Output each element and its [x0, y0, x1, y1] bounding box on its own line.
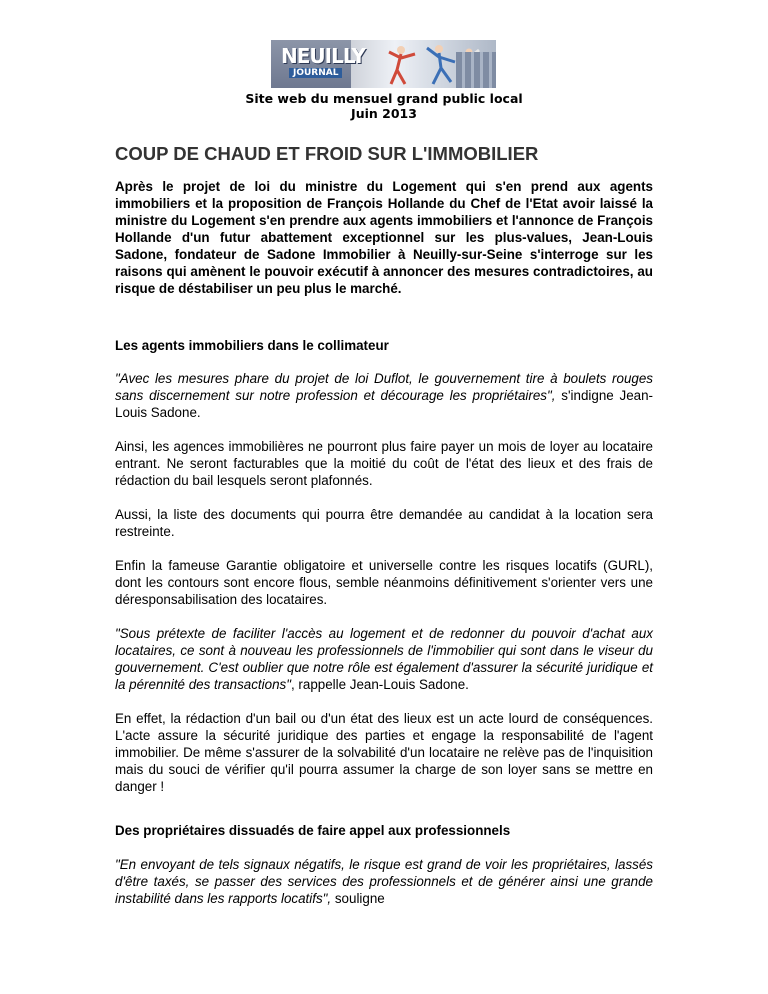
quote: "Avec les mesures phare du projet de loi Duflot, le gouvernement tire à boulets rouges sans discernement sur notre profession et décourage les propriétaires", [115, 371, 653, 403]
paragraph-4: Enfin la fameuse Garantie obligatoire et universelle contre les risques locatifs (GURL), dont les contours sont encore flous, semble néanmoins définitivement s'orienter vers une déresponsabilisation des locataires. [115, 558, 653, 607]
logo-wordmark: NEUILLY [281, 44, 365, 68]
neuilly-journal-logo [271, 40, 496, 88]
paragraph-2: Ainsi, les agences immobilières ne pourront plus faire payer un mois de loyer au locataire entrant. Ne seront facturables que la moitié du coût de l'état des lieux et des frais de rédaction du bail lesquels seront plafonnés. [115, 439, 653, 488]
paragraph-6: En effet, la rédaction d'un bail ou d'un état des lieux est un acte lourd de conséquences. L'acte assure la sécurité juridique des parties et engage la responsabilité de l'agent immobilier. De même s'assurer de la solvabilité d'un locataire ne relève pas de l'inquisition mais du souci de vérifier qu'il pourra assumer la charge de son loyer sans se mettre en danger ! [115, 711, 653, 794]
logo-buildings [456, 52, 496, 88]
quote: "En envoyant de tels signaux négatifs, le risque est grand de voir les propriétaires, lassés d'être taxés, se passer des services des professionnels et de générer ainsi une grande instabilité dans les rapports locatifs", [115, 857, 653, 906]
quote-attribution: , rappelle Jean-Louis Sadone. [290, 677, 469, 692]
section-heading-owners: Des propriétaires dissuadés de faire appel aux professionnels [115, 823, 511, 838]
paragraph-3: Aussi, la liste des documents qui pourra être demandée au candidat à la location sera restreinte. [115, 507, 653, 539]
logo-subtitle: JOURNAL [289, 68, 342, 78]
quote-attribution: souligne [331, 891, 385, 906]
paragraph-7 [115, 856, 653, 907]
article-title: COUP DE CHAUD ET FROID SUR L'IMMOBILIER [115, 143, 539, 164]
article-lead: Après le projet de loi du ministre du Logement qui s'en prend aux agents immobiliers et la proposition de François Hollande du Chef de l'Etat avoir laissé la ministre du Logement s'en prendre aux agents immobiliers et l'annonce de François Hollande d'un futur abattement exceptionnel sur les plus-values, Jean-Louis Sadone, fondateur de Sadone Immobilier à Neuilly-sur-Seine s'interroge sur les raisons qui amènent le pouvoir exécutif à annoncer des mesures contradictoires, au risque de déstabiliser un peu plus le marché. [115, 179, 653, 296]
section-heading-agents: Les agents immobiliers dans le collimateur [115, 338, 389, 353]
issue-date: Juin 2013 [351, 106, 417, 121]
paragraph-5 [115, 625, 653, 693]
quote-attribution: s'indigne Jean-Louis Sadone. [115, 388, 654, 420]
site-caption: Site web du mensuel grand public local [245, 91, 523, 106]
paragraph-1 [115, 370, 653, 421]
quote: "Sous prétexte de faciliter l'accès au logement et de redonner du pouvoir d'achat aux locataires, ce sont à nouveau les professionnels de l'immobilier qui sont dans le viseur du gouvernement. C'est oublier que notre rôle est également d'assurer la sécurité juridique et la pérennité des transactions" [115, 626, 653, 692]
